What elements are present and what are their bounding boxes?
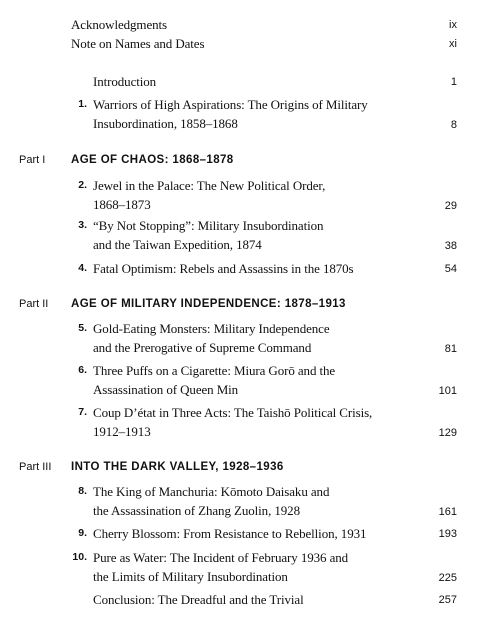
toc-page-number: 8 [450,119,457,131]
chapter-title-line-1: Warriors of High Aspirations: The Origins of Military [93,97,368,112]
toc-entry-title: Conclusion: The Dreadful and the Trivial [93,592,304,607]
chapter-title-line-2: the Limits of Military Insubordination [93,569,288,584]
chapter-title-line-1: “By Not Stopping”: Military Insubordination [93,218,324,233]
toc-page-number: 81 [444,343,457,355]
toc-entry-title: Note on Names and Dates [71,36,205,51]
chapter-title-line-1: Cherry Blossom: From Resistance to Rebellion, 1931 [93,526,367,541]
toc-page-number: 54 [444,263,457,275]
chapter-number: 10. [72,551,87,563]
toc-page-number: 29 [444,200,457,212]
chapter-number: 9. [78,527,87,539]
toc-page-number: 38 [444,240,457,252]
chapter-title-line-2: Assassination of Queen Min [93,382,239,397]
toc-page-number: 257 [438,594,457,606]
chapter-number: 5. [78,322,87,334]
part-label: Part III [19,461,52,473]
chapter-number: 2. [78,179,87,191]
part-label: Part I [19,154,46,166]
toc-page-number: xi [449,38,457,50]
chapter-number: 7. [78,406,87,418]
chapter-title-line-1: Jewel in the Palace: The New Political Order, [93,178,326,193]
chapter-title-line-1: Pure as Water: The Incident of February 1936 and [93,550,349,565]
toc-page-number: 101 [438,385,457,397]
chapter-title-line-2: Insubordination, 1858–1868 [93,116,238,131]
toc-page-number: 1 [450,76,457,88]
chapter-number: 4. [78,262,87,274]
part-title: INTO THE DARK VALLEY, 1928–1936 [71,461,284,473]
chapter-title-line-1: Fatal Optimism: Rebels and Assassins in the 1870s [93,261,354,276]
chapter-title-line-2: and the Taiwan Expedition, 1874 [93,237,262,252]
chapter-title-line-1: The King of Manchuria: Kōmoto Daisaku and [93,484,330,499]
chapter-number: 3. [78,219,87,231]
part-label: Part II [19,298,49,310]
toc-entry-title: Introduction [93,74,157,89]
chapter-title-line-1: Coup D’état in Three Acts: The Taishō Political Crisis, [93,405,373,420]
part-title: AGE OF MILITARY INDEPENDENCE: 1878–1913 [71,298,346,310]
toc-entry-title: Acknowledgments [71,17,167,32]
part-title: AGE OF CHAOS: 1868–1878 [71,154,234,166]
toc-page-number: 129 [438,427,457,439]
chapter-title-line-2: 1868–1873 [93,197,151,212]
chapter-title-line-1: Gold-Eating Monsters: Military Independence [93,321,330,336]
chapter-title-line-2: and the Prerogative of Supreme Command [93,340,312,355]
chapter-title-line-1: Three Puffs on a Cigarette: Miura Gorō and the [93,363,336,378]
toc-page-number: 225 [438,572,457,584]
toc-page-number: ix [449,19,457,31]
toc-page-number: 161 [438,506,457,518]
chapter-number: 6. [78,364,87,376]
chapter-number: 8. [78,485,87,497]
chapter-title-line-2: 1912–1913 [93,424,151,439]
chapter-number: 1. [78,98,87,110]
chapter-title-line-2: the Assassination of Zhang Zuolin, 1928 [93,503,300,518]
toc-page-number: 193 [438,528,457,540]
